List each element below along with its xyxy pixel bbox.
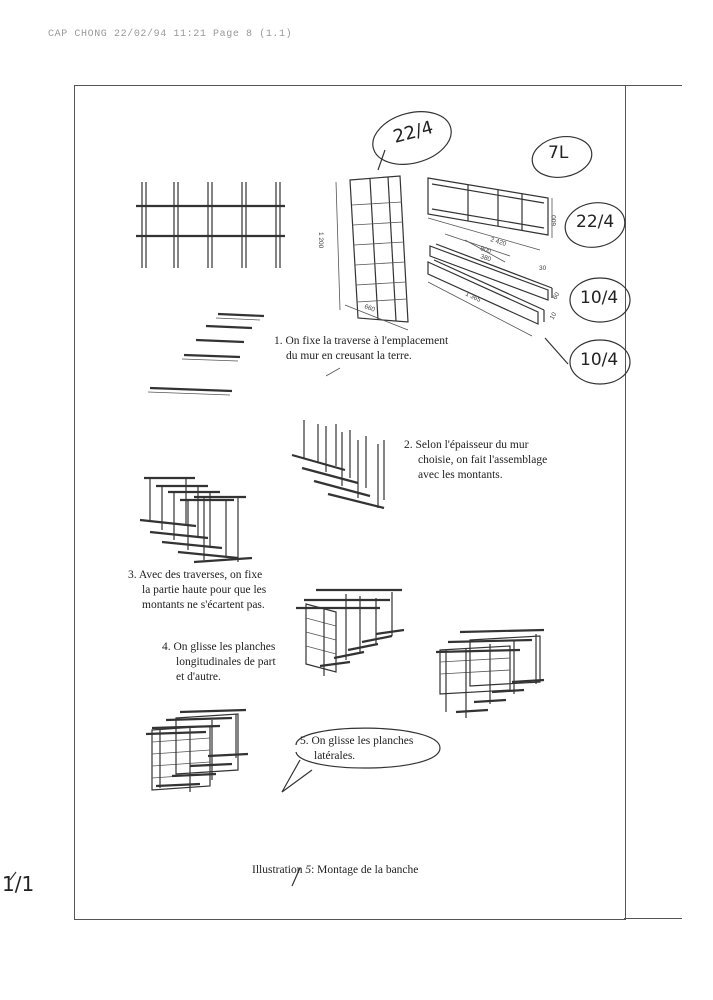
dim-section-a: 30 (539, 265, 547, 272)
step-5-line-2: latérales. (314, 750, 356, 762)
handwritten-label-right-top: 7L (548, 143, 569, 163)
illustration-caption-number: 5 (305, 864, 312, 876)
step-2-caption (404, 438, 547, 483)
dim-panel-width: 660 (363, 303, 376, 314)
dim-panel-height: 1 200 (317, 232, 324, 249)
dim-section-b: 60 (551, 291, 562, 301)
step5-drawing (146, 710, 248, 792)
handwritten-margin-mark: 1/1 (2, 872, 35, 896)
step-3-caption (128, 568, 266, 613)
handwritten-label-right-1: 22/4 (576, 212, 615, 232)
fax-header: CAP CHONG 22/02/94 11:21 Page 8 (1.1) (48, 29, 293, 40)
step-2-line-1: 2. Selon l'épaisseur du mur (404, 439, 529, 451)
step-3-line-3: montants ne s'écartent pas. (142, 599, 265, 611)
step-5-line-1: 5. On glisse les planches (300, 735, 414, 747)
dim-frame-length: 2 420 (489, 236, 508, 248)
step-4-line-3: et d'autre. (176, 671, 221, 683)
handwritten-label-top: 22/4 (390, 117, 436, 148)
step-1-line-1: 1. On fixe la traverse à l'emplacement (274, 335, 449, 347)
dim-beam-section: 10 (548, 311, 559, 321)
step4a-drawing (296, 590, 404, 676)
step-4-caption (162, 640, 276, 685)
step-4-line-2: longitudinales de part (176, 656, 276, 668)
step-2-line-3: avec les montants. (418, 469, 503, 481)
step-4-line-1: 4. On glisse les planches (162, 641, 276, 653)
grid-frame-plan (136, 182, 285, 268)
long-frame-drawing (428, 178, 562, 336)
step-3-line-2: la partie haute pour que les (142, 584, 267, 596)
handwritten-label-right-2: 10/4 (580, 288, 619, 308)
step-1-line-2: du mur en creusant la terre. (286, 350, 412, 362)
step-5-caption (300, 734, 413, 764)
step1-drawing (148, 314, 264, 395)
dim-frame-height: 600 (551, 215, 558, 226)
panel-drawing (317, 150, 408, 330)
illustration-caption-prefix: Illustration (252, 864, 303, 876)
illustration-caption (252, 864, 418, 876)
step3-drawing (140, 478, 252, 562)
dim-inner-1: 800 (479, 245, 492, 256)
step-2-line-2: choisie, on fait l'assemblage (418, 454, 548, 466)
handwritten-label-right-3: 10/4 (580, 350, 619, 370)
step4b-drawing (436, 630, 544, 718)
dim-beam-length: 1 365 (464, 290, 482, 304)
illustration-caption-suffix: : Montage de la banche (311, 864, 419, 876)
step-3-line-1: 3. Avec des traverses, on fixe (128, 569, 263, 581)
step2-drawing (292, 420, 384, 508)
dim-inner-2: 380 (479, 253, 492, 264)
handwritten-marks (10, 103, 630, 886)
step-1-caption (274, 334, 448, 364)
